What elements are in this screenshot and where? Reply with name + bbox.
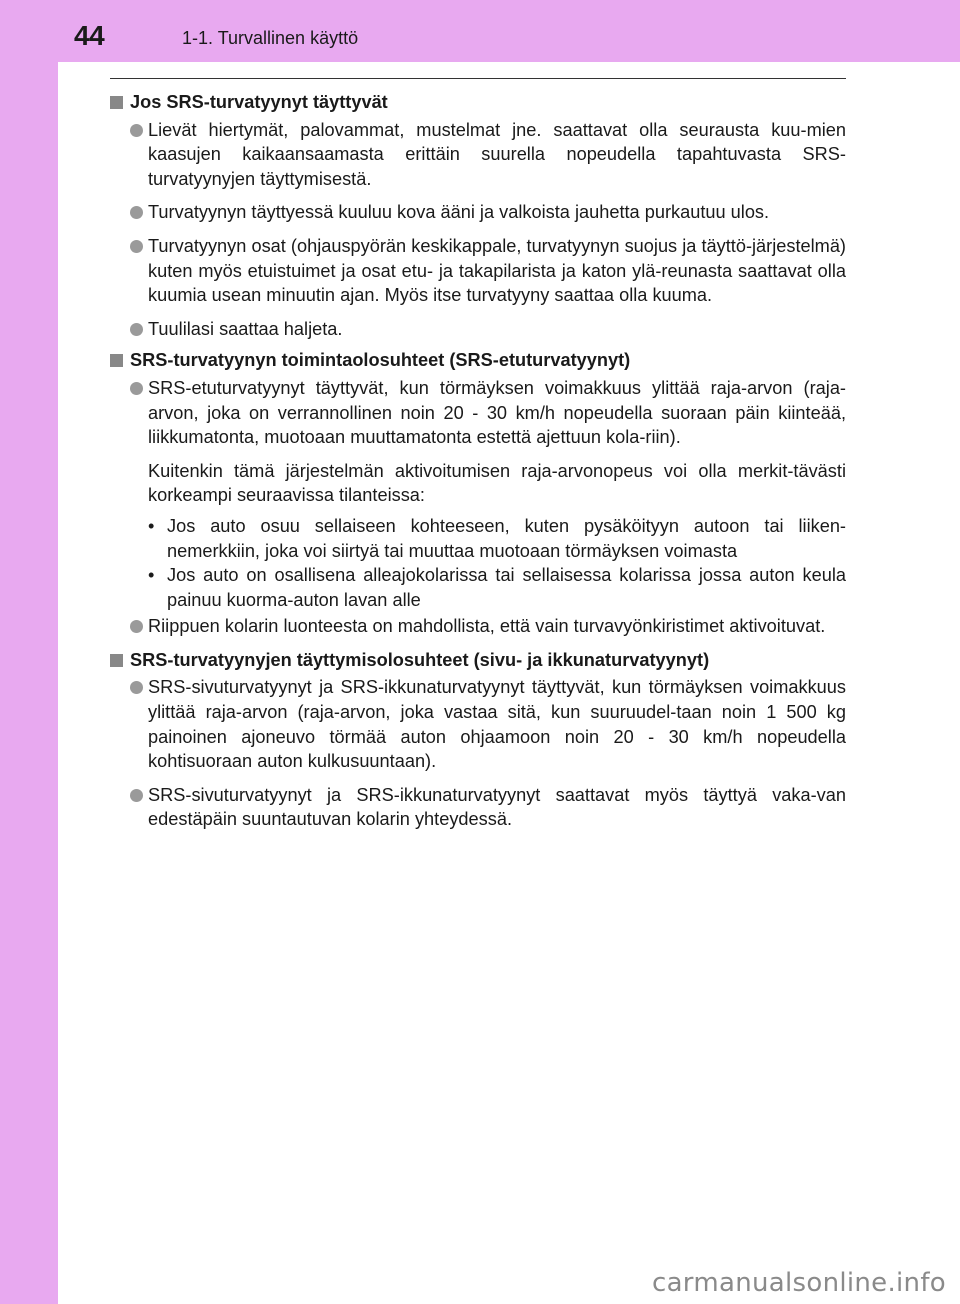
square-bullet-icon [110,654,123,667]
circle-bullet-icon [130,681,143,694]
watermark: carmanualsonline.info [651,1268,946,1298]
list-item [110,317,846,342]
dot-bullet-icon: • [148,515,155,536]
section-heading [110,90,846,115]
list-item-text: Tuulilasi saattaa haljeta. [148,318,343,339]
section-title: 1-1. Turvallinen käyttö [182,28,359,48]
sub-bullet-item [148,514,846,563]
sub-bullet-text: Jos auto osuu sellaiseen kohteeseen, kuten pysäköityyn autoon tai liiken-nemerkkiin, joka voi siirtyä tai muuttaa muotoaan törmäyksen voimasta [167,515,846,561]
dot-bullet-icon: • [148,565,155,586]
list-item-text: Riippuen kolarin luonteesta on mahdollista, että vain turvavyönkiristimet aktivoituvat. [148,616,826,637]
page-content [110,90,846,841]
list-item-text: Turvatyynyn täyttyessä kuuluu kova ääni ja valkoista jauhetta purkautuu ulos. [148,202,770,223]
list-item-text: SRS-etuturvatyynyt täyttyvät, kun törmäyksen voimakkuus ylittää raja-arvon (raja-arvon, joka on verrannollinen noin 20 - 30 km/h nopeudella suoraan päin kiinteää, liikkumatonta, muotoaan muuttamatonta estettä ajettuun kola-riin). [148,377,846,448]
section-heading-text: SRS-turvatyynyn toimintaolosuhteet (SRS-etuturvatyynyt) [130,350,631,371]
list-item [110,376,846,450]
section-heading [110,348,846,373]
list-item [110,234,846,308]
list-item [110,200,846,225]
circle-bullet-icon [130,206,143,219]
list-item [110,118,846,192]
paragraph: Kuitenkin tämä järjestelmän aktivoitumisen raja-arvonopeus voi olla merkit-tävästi korkeampi seuraavissa tilanteissa: [148,460,846,506]
list-item [110,614,846,639]
side-color-strip [0,0,58,1304]
circle-bullet-icon [130,323,143,336]
list-item-text: SRS-sivuturvatyynyt ja SRS-ikkunaturvatyynyt täyttyvät, kun törmäyksen voimakkuus ylittää raja-arvon (raja-arvon, joka vastaa sitä, kun suuruudel-taan noin 1 500 kg painoinen ajoneuvo törmää auton ohjaamoon noin 20 - 30 km/h nopeudella kohtisuoraan auton kulkusuuntaan). [148,677,846,772]
square-bullet-icon [110,354,123,367]
list-item-text: SRS-sivuturvatyynyt ja SRS-ikkunaturvatyynyt saattavat myös täyttyä vaka-van edestäpäin suuntautuvan kolarin yhteydessä. [148,784,846,830]
circle-bullet-icon [130,382,143,395]
list-item-text: Turvatyynyn osat (ohjauspyörän keskikappale, turvatyynyn suojus ja täyttö-järjestelmä) kuten myös etuistuimet ja osat etu- ja takapilarista ja katon ylä-reunasta saattavat olla kuumia usean minuutin ajan. Myös itse turvatyyny saattaa olla kuuma. [148,235,846,306]
sub-bullet-text: Jos auto on osallisena alleajokolarissa tai sellaisessa kolarissa jossa auton keula painuu kuorma-auton lavan alle [167,565,846,610]
square-bullet-icon [110,96,123,109]
section-heading-text: SRS-turvatyynyjen täyttymisolosuhteet (sivu- ja ikkunaturvatyynyt) [130,649,710,670]
list-item [110,783,846,832]
sub-bullet-list [110,514,846,612]
circle-bullet-icon [130,620,143,633]
circle-bullet-icon [130,124,143,137]
header-divider [110,78,846,79]
page-number: 44 [74,20,105,51]
list-item-text: Lievät hiertymät, palovammat, mustelmat jne. saattavat olla seurausta kuu-mien kaasujen kaikaansaamasta erittäin suurella nopeudella tapahtuvasta SRS-turvatyynyjen täyttymisestä. [148,119,846,189]
circle-bullet-icon [130,240,143,253]
section-heading-text: Jos SRS-turvatyynyt täyttyvät [130,92,388,112]
list-item [110,675,846,773]
sub-bullet-item [148,563,846,612]
section-heading [110,648,846,673]
circle-bullet-icon [130,789,143,802]
